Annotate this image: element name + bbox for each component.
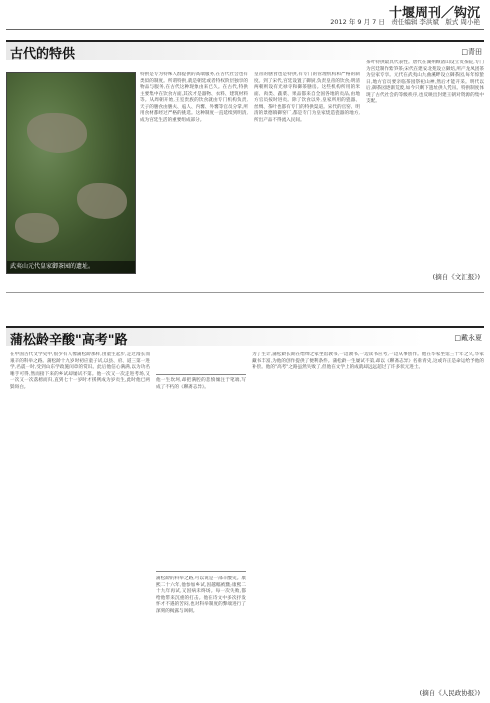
photo-rock [27, 113, 87, 153]
pullquote-text: 他一生坎坷,却把满腔的悲愤倾注于笔端,写成了不朽的《聊斋志异》。 [156, 378, 246, 390]
newspaper-section-title: 十堰周刊／钩沉 [388, 6, 480, 21]
article1-title: 古代的特供 [10, 47, 76, 62]
article2-body-text: 蒲松龄的科举之路,可以说是一部辛酸史。康熙二十六年,他参加乡试,因越幅被黜;康熙二十九年再试,又因病未终场。每一次失败,都给他带来沉重的打击。他在诗文中多次抒发怀才不遇的苦闷,也对科举制度的弊端进行了深刻的揭露与讽刺。 [156, 576, 246, 614]
article2-author: □戴永夏 [454, 334, 482, 342]
article1-author: □青田 [461, 48, 482, 56]
masthead-rule [6, 29, 484, 30]
section-divider [6, 292, 484, 293]
article1-source: (摘自《文汇报》) [432, 273, 480, 281]
article2-column-3 [252, 352, 484, 682]
article1-photo [6, 72, 136, 274]
article1-body-text: 茶叶特供最具代表性。唐代在湖州顾渚山设立贡茶院,专门为宫廷制作紫笋茶;宋代在建安北苑设立御焙,所产龙凤团茶为皇家专享。元代在武夷山九曲溪畔设立御茶园,每年惊蛰日,地方官员要亲临茶园祭祀山神,然后才能开采。明代以后,御茶园逐渐荒废,如今只剩下遗址供人凭吊。特供制度体现了古代社会的等级秩序,也反映出封建王朝对资源的集中支配。 [366, 60, 484, 104]
issue-info: 2012 年 9 月 7 日 责任编辑 李洪斌 版式 周小艳 [330, 18, 480, 26]
article2-column-2 [156, 576, 246, 698]
article2-body-text: 为了生计,蒲松龄长期在缙绅之家坐馆教书,一边教书,一边读书应考,一边从事创作。他在毕家坐馆三十年之久,毕家藏书丰富,为他的创作提供了便利条件。蒲松龄一生屡试不第,却以《聊斋志异》名垂青史,这或许正是命运给予他的补偿。他的"高考"之路虽然失败了,但他在文学上的成就却远远超过了许多状元进士。 [252, 352, 484, 370]
article1-column-3 [366, 60, 484, 270]
article1-header [6, 40, 484, 62]
masthead [0, 0, 490, 30]
article2-title: 蒲松龄辛酸"高考"路 [10, 333, 128, 348]
article1-body-text: 皇帝的膳食也是特供,有专门的管理机构和严格的制度。到了宋代,宫廷设置了御厨,负责皇帝的饮食;明清两朝则设有光禄寺和御茶膳房。这些机构所用的米面、肉类、蔬菜、果品都来自全国各地的贡品,由地方官员按时进贡。除了饮食以外,皇家所用的瓷器、丝绸、茶叶也都有专门的特供渠道。宋代的官窑、明清的景德镇御窑厂,都是专门为皇家烧造瓷器的地方,所出产品不得流入民间。 [254, 72, 360, 123]
article2-column-2-top [156, 352, 246, 372]
article2-header [6, 326, 484, 348]
article1-column-1 [140, 72, 248, 282]
article2-column-1 [10, 352, 150, 698]
article1-column-2 [254, 72, 360, 282]
article2-source: (摘自《人民政协报》) [419, 689, 480, 697]
photo-rock [77, 183, 127, 219]
article1-body-text: 特供是专为特殊人群提供的高端服务,在古代社会也有类似的制度。所谓特供,就是朝廷或者特权阶层独享的物品与服务,在古代这种现象由来已久。在古代,特供主要集中在饮食方面,其次才是器物、衣料、建筑材料等。从周朝开始,王室贵族的饮食就由专门机构负责,天子的膳食由膳夫、庖人、内饔、外饔等官员分掌,所用食材都经过严格的挑选。这种制度一直延续到明清,成为宫廷生活的重要组成部分。 [140, 72, 248, 123]
photo-rock [15, 213, 59, 243]
article2-body-text: 在中国古代文学史中,很少有人像蒲松龄那样,由童生起步,走过漫长而艰辛的科举之路。蒲松龄十九岁时初应童子试,以县、府、道三第一进学,名震一时,受到山东学政施闰章的赏识。此后他信心满满,以为功名唾手可得,然而接下来的乡试却屡试不第。他一次又一次走进考场,又一次又一次落榜而归,直到七十一岁时才援例成为岁贡生,此时他已两鬓斑白。 [10, 352, 150, 390]
article2-pullquote [156, 374, 246, 572]
photo-caption: 武夷山元代皇家御茶园的遗址。 [7, 261, 135, 273]
